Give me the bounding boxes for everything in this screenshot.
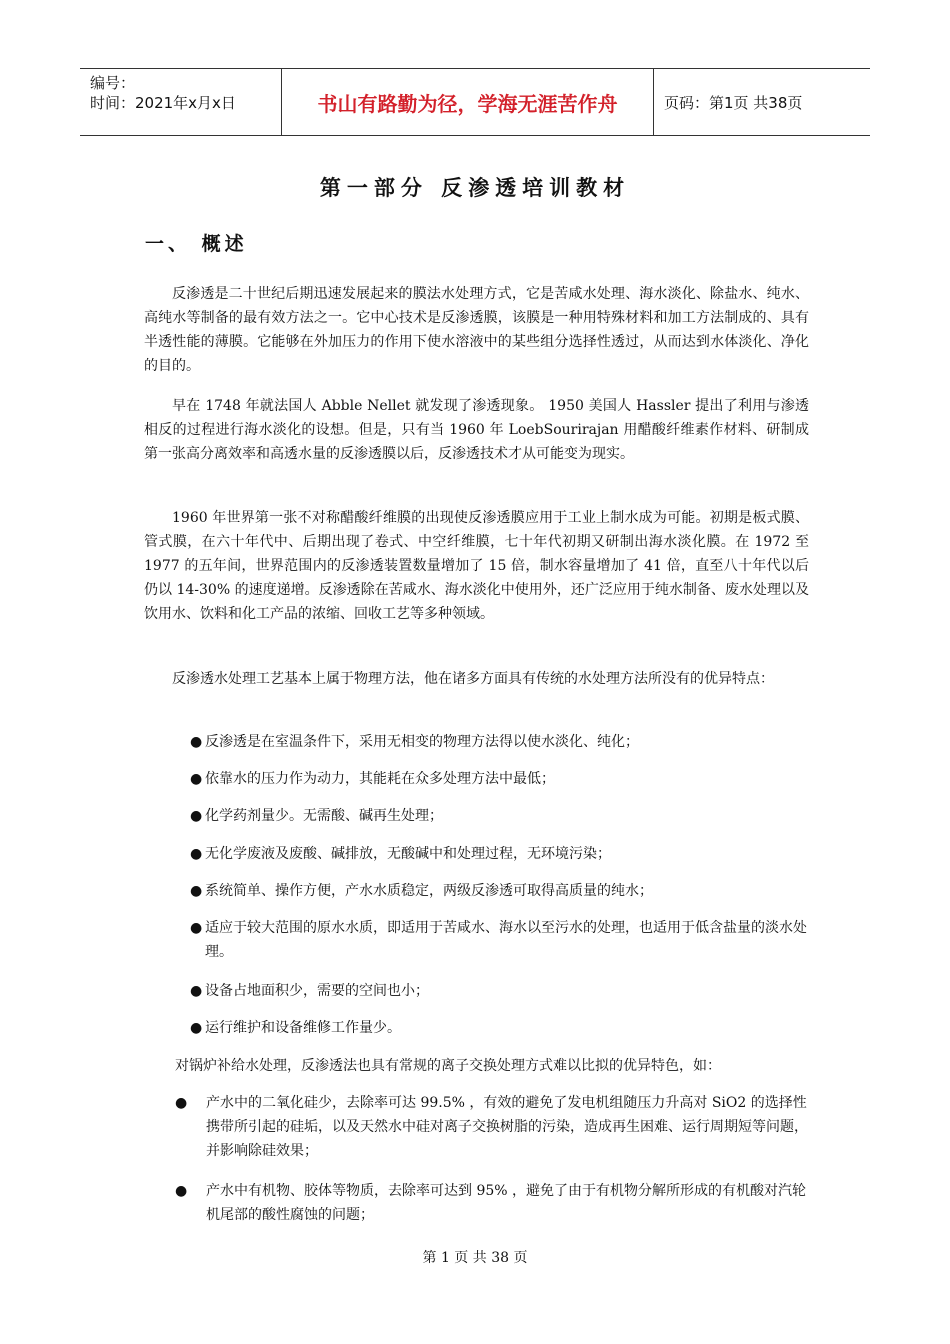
- boiler-point: [175, 1091, 810, 1163]
- paragraph-2: [144, 394, 809, 466]
- feature-item: [190, 767, 810, 791]
- paragraph-text: 反渗透是二十世纪后期迅速发展起来的膜法水处理方式，它是苦咸水处理、海水淡化、除盐水、纯水、高纯水等制备的最有效方法之一。它中心技术是反渗透膜，该膜是一种用特殊材料和加工方法制成的、具有半透性能的薄膜。它能够在外加压力的作用下使水溶液中的某些组分选择性透过，从而达到水体淡化、净化的目的。: [144, 286, 809, 374]
- boiler-intro-text: 对锅炉补给水处理，反渗透法也具有常规的离子交换处理方式难以比拟的优异特色，如：: [175, 1058, 721, 1074]
- page-footer: 第 1 页 共 38 页: [422, 1250, 528, 1266]
- feature-item: [190, 879, 810, 903]
- paragraph-text: 早在 1748 年就法国人 Abble Nellet 就发现了渗透现象。 1950 美国人 Hassler 提出了利用与渗透相反的过程进行海水淡化的设想。但是，只有当 1960 年 LoebSourirajan 用醋酸纤维素作材料、研制成第一张高分离效率和高透水量的反渗透膜以后，反渗透技术才从可能变为现实。: [144, 398, 809, 462]
- feature-item: [190, 730, 810, 754]
- boiler-point-text: 产水中的二氧化硅少，去除率可达 99.5% ，有效的避免了发电机组随压力升高对 SiO2 的选择性携带所引起的硅垢，以及天然水中硅对离子交换树脂的污染，造成再生困难、运行周期短等问题，并影响除硅效果；: [206, 1095, 808, 1159]
- time-label: 时间：2021年x月x日: [90, 94, 236, 112]
- feature-item: [190, 1016, 810, 1040]
- number-label: 编号：: [90, 74, 136, 92]
- boiler-point: [175, 1179, 810, 1227]
- boiler-point-text: 产水中有机物、胶体等物质，去除率可达到 95% ，避免了由于有机物分解所形成的有机酸对汽轮机尾部的酸性腐蚀的问题；: [206, 1183, 807, 1223]
- bullet-icon: ●: [175, 1183, 188, 1199]
- bullet-icon: ●: [190, 920, 203, 936]
- feature-item: [190, 916, 810, 964]
- bullet-icon: ●: [175, 1095, 188, 1111]
- bullet-icon: ●: [190, 771, 203, 787]
- section-heading: 一、 概述: [145, 233, 248, 255]
- document-title: 第一部分 反渗透培训教材: [319, 176, 631, 200]
- boiler-intro: [175, 1054, 810, 1078]
- feature-text: 化学药剂量少。无需酸、碱再生处理；: [205, 808, 443, 824]
- feature-text: 运行维护和设备维修工作量少。: [205, 1020, 401, 1036]
- feature-item: [190, 804, 810, 828]
- paragraph-text: 1960 年世界第一张不对称醋酸纤维膜的出现使反渗透膜应用于工业上制水成为可能。初期是板式膜、管式膜，在六十年代中、后期出现了卷式、中空纤维膜，七十年代初期又研制出海水淡化膜。在 1972 至 1977 的五年间，世界范围内的反渗透装置数量增加了 15 倍，制水容量增加了 41 倍，直至八十年代以后仍以 14-30% 的速度递增。反渗透除在苦咸水、海水淡化中使用外，还广泛应用于纯水制备、废水处理以及饮用水、饮料和化工产品的浓缩、回收工艺等多种领域。: [144, 510, 809, 622]
- feature-text: 适应于较大范围的原水水质，即适用于苦咸水、海水以至污水的处理，也适用于低含盐量的淡水处理。: [205, 920, 807, 960]
- bullet-icon: ●: [190, 846, 203, 862]
- feature-item: [190, 842, 810, 866]
- paragraph-text: 反渗透水处理工艺基本上属于物理方法，他在诸多方面具有传统的水处理方法所没有的优异特点：: [172, 671, 774, 687]
- bullet-icon: ●: [190, 1020, 203, 1036]
- feature-text: 设备占地面积少，需要的空间也小；: [205, 983, 429, 999]
- paragraph-4: [144, 667, 809, 691]
- paragraph-3: [144, 506, 809, 626]
- header-motto: 书山有路勤为径，学海无涯苦作舟: [281, 69, 654, 135]
- bullet-icon: ●: [190, 734, 203, 750]
- header-meta: [80, 69, 281, 135]
- feature-item: [190, 979, 810, 1003]
- feature-text: 反渗透是在室温条件下，采用无相变的物理方法得以使水淡化、纯化；: [205, 734, 639, 750]
- header-page-info: 页码：第1页 共38页: [664, 93, 803, 112]
- feature-text: 无化学废液及废酸、碱排放，无酸碱中和处理过程，无环境污染；: [205, 846, 611, 862]
- bullet-icon: ●: [190, 983, 203, 999]
- paragraph-1: [144, 282, 809, 378]
- bullet-icon: ●: [190, 883, 203, 899]
- document-header: [80, 68, 870, 136]
- feature-text: 系统简单、操作方便，产水水质稳定，两级反渗透可取得高质量的纯水；: [205, 883, 653, 899]
- feature-text: 依靠水的压力作为动力，其能耗在众多处理方法中最低；: [205, 771, 555, 787]
- bullet-icon: ●: [190, 808, 203, 824]
